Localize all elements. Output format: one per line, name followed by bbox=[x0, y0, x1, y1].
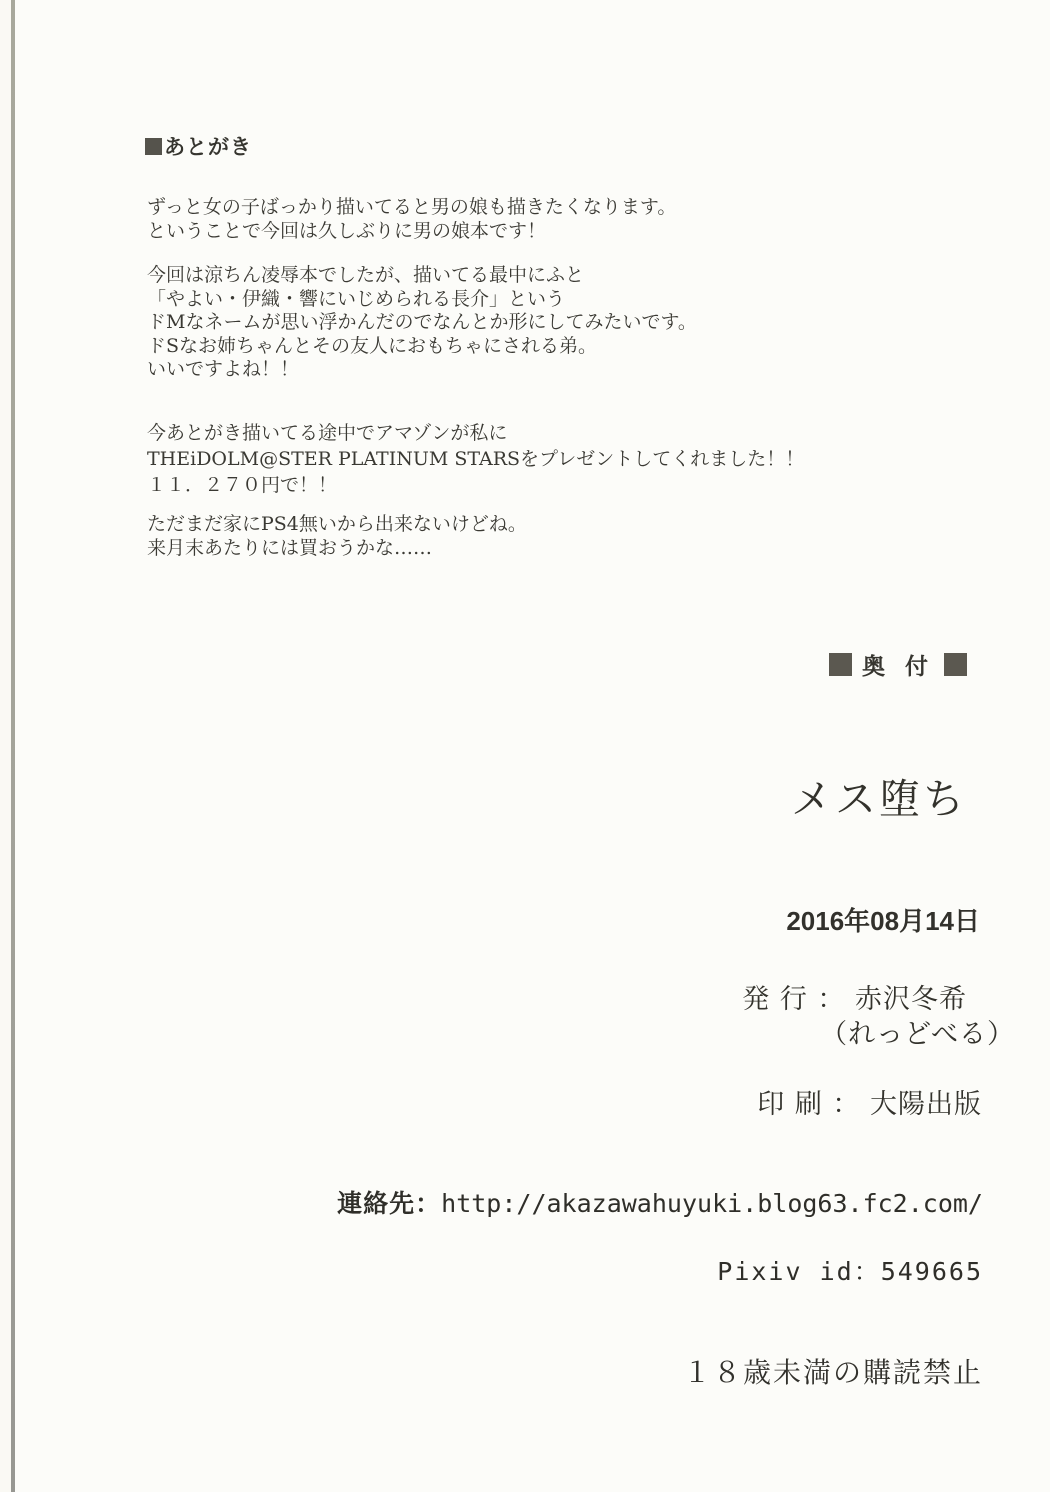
text-line: 「やよい・伊織・響にいじめられる長介」という bbox=[147, 287, 566, 310]
afterword-header bbox=[145, 131, 252, 161]
age-restriction-notice: １８歳未満の購読禁止 bbox=[682, 1357, 983, 1388]
contact-line bbox=[337, 1184, 983, 1220]
text-line: ということで今回は久しぶりに男の娘本です！ bbox=[147, 219, 547, 242]
text-line: ドSなお姉ちゃんとその友人におもちゃにされる弟。 bbox=[147, 334, 598, 357]
afterword-paragraph-2 bbox=[147, 264, 697, 382]
text-line: 今あとがき描いてる途中でアマゾンが私に bbox=[147, 422, 508, 444]
contact-url: http://akazawahuyuki.blog63.fc2.com/ bbox=[441, 1189, 983, 1218]
contact-label: 連絡先： bbox=[337, 1190, 442, 1218]
afterword-header-label: あとがき bbox=[164, 134, 252, 159]
afterword-paragraph-3 bbox=[147, 420, 804, 498]
text-line: いいですよね！！ bbox=[147, 358, 300, 380]
book-title: メス堕ち bbox=[791, 775, 967, 823]
publisher-line: 発 行 ： 赤沢冬希 bbox=[742, 984, 967, 1015]
text-line: ただまだ家にPS4無いから出来ないけどね。 bbox=[147, 513, 527, 535]
publication-date: 2016年08月14日 bbox=[786, 906, 980, 936]
text-line: 今回は涼ちん凌辱本でしたが、描いてる最中にふと bbox=[147, 264, 585, 286]
colophon-header-label: 奥 付 bbox=[861, 653, 934, 680]
colophon-header bbox=[829, 648, 967, 681]
printer-line: 印 刷 ： 大陽出版 bbox=[757, 1089, 982, 1120]
publisher-alias: （れっどべる） bbox=[820, 1019, 1015, 1050]
text-line: １１．２７０円で！！ bbox=[147, 474, 338, 496]
square-marker-icon bbox=[829, 653, 852, 676]
scan-edge-strip bbox=[0, 0, 11, 1492]
text-line: ドMなネームが思い浮かんだのでなんとか形にしてみたいです。 bbox=[147, 311, 697, 333]
scan-edge-line bbox=[11, 0, 15, 1492]
pixiv-id-line: Pixiv id：549665 bbox=[717, 1257, 983, 1286]
afterword-paragraph-1 bbox=[147, 196, 676, 243]
text-line: THEiDOLM@STER PLATINUM STARSをプレゼントしてくれました！！ bbox=[147, 448, 805, 470]
text-line: ずっと女の子ばっかり描いてると男の娘も描きたくなります。 bbox=[147, 196, 677, 218]
text-line: 来月末あたりには買おうかな…… bbox=[147, 536, 433, 559]
afterword-paragraph-4 bbox=[147, 513, 527, 560]
square-marker-icon bbox=[944, 653, 967, 676]
square-marker-icon bbox=[145, 138, 162, 155]
